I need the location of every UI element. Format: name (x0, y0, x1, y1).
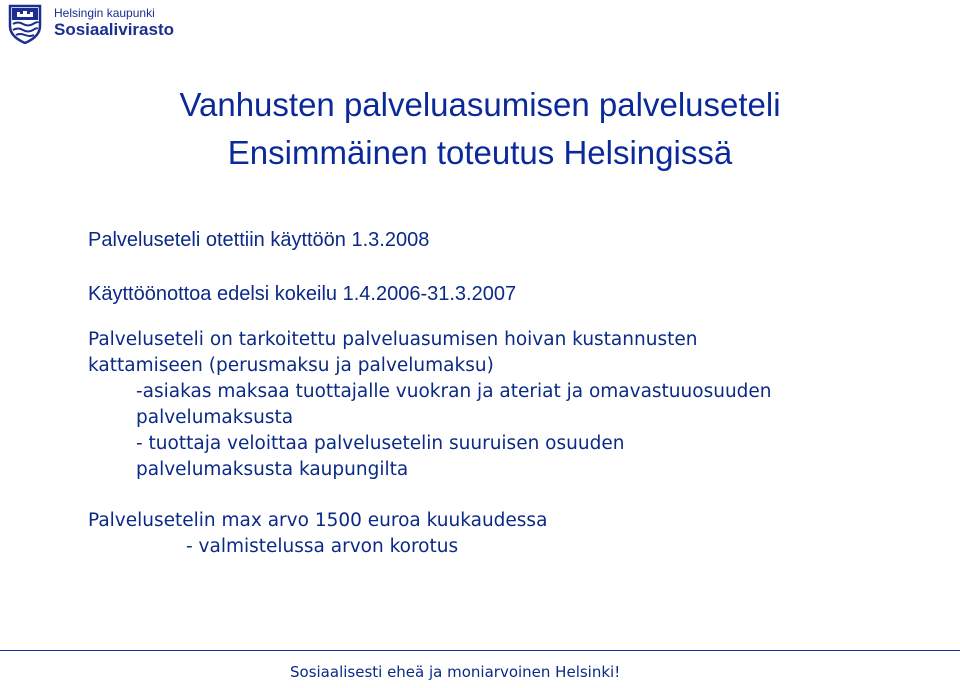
helsinki-crest-icon (8, 4, 42, 44)
logo (8, 4, 198, 44)
purpose-text-line2: kattamiseen (perusmaksu ja palvelumaksu) (88, 355, 494, 376)
client-payment-line1: -asiakas maksaa tuottajalle vuokran ja ateriat ja omavastuuosuuden (136, 381, 772, 402)
max-value-text: Palvelusetelin max arvo 1500 euroa kuukaudessa (88, 510, 548, 531)
pilot-period-text: Käyttöönottoa edelsi kokeilu 1.4.2006-31.3.2007 (88, 283, 517, 305)
provider-billing-line1: - tuottaja veloittaa palvelusetelin suuruisen osuuden (136, 433, 625, 454)
slide-title-line1: Vanhusten palveluasumisen palveluseteli (179, 86, 781, 123)
logo-city-name: Helsingin kaupunki (54, 6, 155, 20)
max-value-note: - valmistelussa arvon korotus (186, 536, 459, 557)
client-payment-line2: palvelumaksusta (136, 407, 294, 428)
introduction-date-text: Palveluseteli otettiin käyttöön 1.3.2008 (88, 229, 430, 251)
footer-divider (0, 650, 960, 651)
slide-title-line2: Ensimmäinen toteutus Helsingissä (227, 134, 733, 171)
footer-slogan: Sosiaalisesti eheä ja moniarvoinen Helsinki! (290, 663, 621, 681)
purpose-text-line1: Palveluseteli on tarkoitettu palveluasumisen hoivan kustannusten (88, 329, 698, 350)
logo-department-name: Sosiaalivirasto (54, 20, 175, 39)
provider-billing-line2: palvelumaksusta kaupungilta (136, 459, 409, 480)
